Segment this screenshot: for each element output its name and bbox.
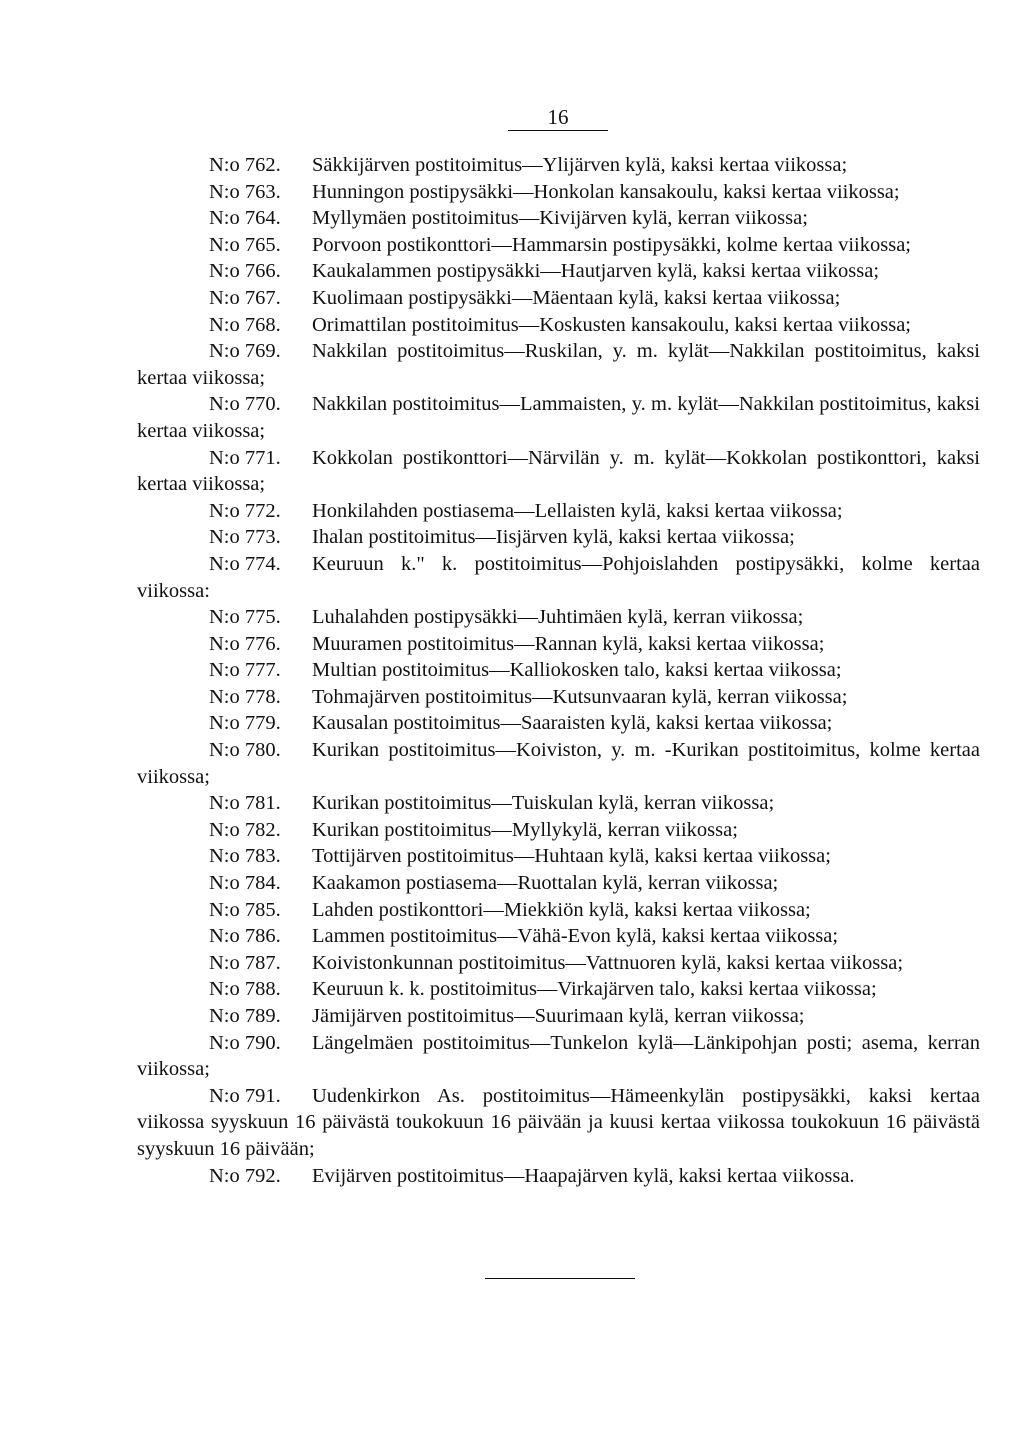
- entry-text: Multian postitoimitus—Kalliokosken talo, kaksi kertaa viikossa;: [312, 659, 842, 682]
- entry-text: Säkkijärven postitoimitus—Ylijärven kylä, kaksi kertaa viikossa;: [312, 154, 848, 176]
- entry-text: Lammen postitoimitus—Vähä-Evon kylä, kaksi kertaa viikossa;: [312, 925, 839, 948]
- route-entry: [137, 684, 980, 711]
- entry-text: Koivistonkunnan postitoimitus—Vattnuoren kylä, kaksi kertaa viikossa;: [312, 951, 904, 974]
- entry-number: N:o 790.: [209, 1031, 281, 1054]
- route-entry: [137, 870, 980, 897]
- entry-text: Kurikan postitoimitus—Tuiskulan kylä, kerran viikossa;: [312, 792, 775, 815]
- entry-number: N:o 791.: [209, 1084, 281, 1107]
- entry-text: Kokkolan postikonttori—Närvilän y. m. kylät—Kokkolan postikonttori, kaksi kertaa viikossa;: [137, 446, 980, 496]
- entry-number: N:o 792.: [209, 1164, 281, 1187]
- route-entry: [137, 1030, 980, 1083]
- entry-text: Evijärven postitoimitus—Haapajärven kylä, kaksi kertaa viikossa.: [312, 1164, 855, 1187]
- entry-number: N:o 768.: [209, 313, 281, 336]
- entry-number: N:o 765.: [209, 233, 281, 256]
- entry-number: N:o 771.: [209, 446, 281, 469]
- entry-text: Keuruun k. k. postitoimitus—Virkajärven talo, kaksi kertaa viikossa;: [312, 978, 877, 1001]
- route-entry: [137, 976, 980, 1003]
- entry-number: N:o 776.: [209, 632, 281, 655]
- entry-number: N:o 782.: [209, 818, 281, 841]
- route-entry: [137, 843, 980, 870]
- entry-number: N:o 773.: [209, 526, 281, 549]
- entry-number: N:o 774.: [209, 552, 281, 575]
- entry-number: N:o 764.: [209, 207, 281, 230]
- entry-text: Lahden postikonttori—Miekkiön kylä, kaksi kertaa viikossa;: [312, 898, 811, 921]
- entry-number: N:o 775.: [209, 606, 281, 629]
- entry-number: N:o 763.: [209, 180, 281, 203]
- entry-text: Kaakamon postiasema—Ruottalan kylä, kerran viikossa;: [312, 872, 779, 895]
- entry-text: Muuramen postitoimitus—Rannan kylä, kaksi kertaa viikossa;: [312, 632, 825, 655]
- entry-number: N:o 787.: [209, 951, 281, 974]
- entry-number: N:o 785.: [209, 898, 281, 921]
- route-entry: [137, 710, 980, 737]
- route-entry: [137, 179, 980, 206]
- entry-text: Kaukalammen postipysäkki—Hautjarven kylä, kaksi kertaa viikossa;: [312, 260, 880, 283]
- route-entry: [137, 950, 980, 977]
- entry-number: N:o 779.: [209, 712, 281, 735]
- entry-text: Kuolimaan postipysäkki—Mäentaan kylä, kaksi kertaa viikossa;: [312, 286, 841, 309]
- route-list: [137, 152, 980, 1189]
- entry-number: N:o 770.: [209, 393, 281, 416]
- entry-text: Keuruun k." k. postitoimitus—Pohjoislahden postipysäkki, kolme kertaa viikossa:: [137, 552, 980, 602]
- route-entry: [137, 524, 980, 551]
- entry-text: Jämijärven postitoimitus—Suurimaan kylä, kerran viikossa;: [312, 1005, 805, 1027]
- route-entry: [137, 205, 980, 232]
- entry-number: N:o 767.: [209, 286, 281, 309]
- entry-text: Uudenkirkon As. postitoimitus—Hämeenkylän postipysäkki, kaksi kertaa viikossa syyskuun 16 päivästä toukokuun 16 päivään ja kuusi kertaa viikossa toukokuun 16 päivästä syyskuun 16 päivään;: [137, 1084, 980, 1160]
- route-entry: [137, 391, 980, 444]
- end-rule: [485, 1278, 635, 1279]
- entry-text: Kurikan postitoimitus—Koiviston, y. m. -Kurikan postitoimitus, kolme kertaa viikossa;: [137, 739, 980, 788]
- entry-text: Luhalahden postipysäkki—Juhtimäen kylä, kerran viikossa;: [312, 606, 804, 629]
- page-number-rule: [508, 130, 608, 131]
- entry-number: N:o 781.: [209, 792, 281, 815]
- entry-text: Ihalan postitoimitus—Iisjärven kylä, kaksi kertaa viikossa;: [312, 526, 795, 549]
- entry-number: N:o 788.: [209, 978, 281, 1001]
- route-entry: [137, 258, 980, 285]
- route-entry: [137, 232, 980, 259]
- entry-number: N:o 766.: [209, 260, 281, 283]
- entry-text: Längelmäen postitoimitus—Tunkelon kylä—Länkipohjan posti; asema, kerran viikossa;: [137, 1031, 980, 1081]
- page-number: 16: [547, 105, 569, 129]
- entry-text: Tottijärven postitoimitus—Huhtaan kylä, kaksi kertaa viikossa;: [312, 845, 831, 868]
- route-entry: [137, 285, 980, 312]
- entry-text: Honkilahden postiasema—Lellaisten kylä, kaksi kertaa viikossa;: [312, 499, 843, 522]
- route-entry: [137, 923, 980, 950]
- route-entry: [137, 817, 980, 844]
- entry-text: Nakkilan postitoimitus—Ruskilan, y. m. kylät—Nakkilan postitoimitus, kaksi kertaa viikossa;: [137, 340, 980, 389]
- route-entry: [137, 897, 980, 924]
- entry-text: Kausalan postitoimitus—Saaraisten kylä, kaksi kertaa viikossa;: [312, 712, 833, 735]
- entry-number: N:o 783.: [209, 845, 281, 868]
- route-entry: [137, 657, 980, 684]
- route-entry: [137, 631, 980, 658]
- route-entry: [137, 152, 980, 179]
- entry-text: Nakkilan postitoimitus—Lammaisten, y. m. kylät—Nakkilan postitoimitus, kaksi kertaa viikossa;: [137, 393, 980, 442]
- entry-number: N:o 784.: [209, 872, 281, 895]
- entry-number: N:o 762.: [209, 154, 281, 176]
- entry-number: N:o 772.: [209, 499, 281, 522]
- entry-text: Orimattilan postitoimitus—Koskusten kansakoulu, kaksi kertaa viikossa;: [312, 313, 911, 336]
- entry-number: N:o 769.: [209, 340, 281, 363]
- route-entry: [137, 1163, 980, 1190]
- route-entry: [137, 1083, 980, 1163]
- entry-text: Kurikan postitoimitus—Myllykylä, kerran viikossa;: [312, 818, 738, 841]
- entry-text: Hunningon postipysäkki—Honkolan kansakoulu, kaksi kertaa viikossa;: [312, 180, 900, 203]
- route-entry: [137, 737, 980, 790]
- route-entry: [137, 790, 980, 817]
- entry-number: N:o 778.: [209, 685, 281, 708]
- entry-text: Porvoon postikonttori—Hammarsin postipysäkki, kolme kertaa viikossa;: [312, 233, 911, 256]
- route-entry: [137, 551, 980, 604]
- entry-number: N:o 780.: [209, 739, 281, 762]
- entry-number: N:o 786.: [209, 925, 281, 948]
- route-entry: [137, 312, 980, 339]
- route-entry: [137, 445, 980, 498]
- entry-number: N:o 789.: [209, 1005, 281, 1027]
- route-entry: [137, 1003, 980, 1030]
- route-entry: [137, 498, 980, 525]
- entry-text: Tohmajärven postitoimitus—Kutsunvaaran kylä, kerran viikossa;: [312, 685, 848, 708]
- entry-number: N:o 777.: [209, 659, 281, 682]
- route-entry: [137, 338, 980, 391]
- entry-text: Myllymäen postitoimitus—Kivijärven kylä, kerran viikossa;: [312, 207, 808, 230]
- route-entry: [137, 604, 980, 631]
